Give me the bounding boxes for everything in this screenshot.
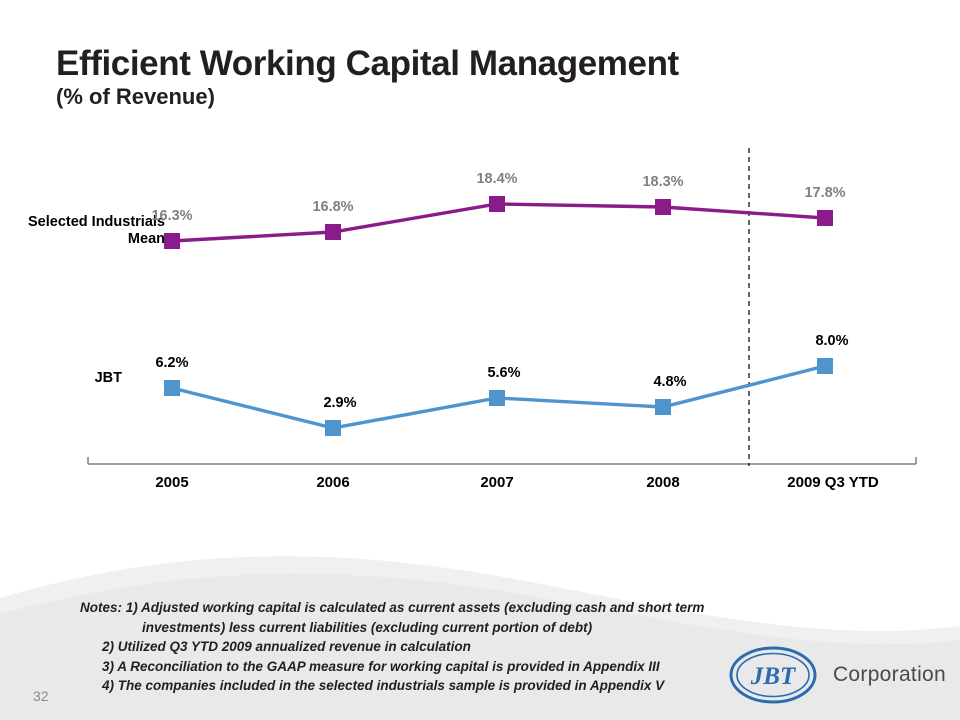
series-marker-jbt-2005 — [164, 380, 180, 396]
note-line-2: investments) less current liabilities (excluding current portion of debt) — [142, 619, 593, 635]
data-label-mean-2009: 17.8% — [804, 185, 846, 201]
jbt-logo-mark-icon — [729, 644, 825, 706]
series-label-selected-industrials-mean — [0, 214, 165, 247]
series-marker-jbt-2007 — [489, 390, 505, 406]
data-label-jbt-2008: 4.8% — [653, 374, 687, 390]
title-block — [56, 46, 876, 108]
page-subtitle: (% of Revenue) — [56, 83, 215, 109]
series-label-text-jbt: JBT — [94, 370, 122, 386]
jbt-logo-wordmark: Corporation — [832, 663, 946, 686]
series-marker-mean-2008 — [655, 199, 671, 215]
series-label-jbt — [0, 370, 122, 387]
series-marker-mean-2007 — [489, 196, 505, 212]
series-marker-mean-2009 — [817, 210, 833, 226]
data-label-mean-2006: 16.8% — [312, 199, 354, 215]
x-tick-2005: 2005 — [155, 474, 189, 491]
jbt-logo — [729, 644, 946, 706]
data-label-mean-2007: 18.4% — [476, 171, 518, 187]
data-label-mean-2005: 16.3% — [151, 208, 193, 224]
note-line-4: 3) A Reconciliation to the GAAP measure for working capital is provided in Appendix III — [102, 658, 660, 674]
series-marker-jbt-2008 — [655, 399, 671, 415]
x-tick-2009-q3-ytd: 2009 Q3 YTD — [787, 474, 879, 491]
note-line-3: 2) Utilized Q3 YTD 2009 annualized revenue in calculation — [102, 639, 471, 655]
x-tick-2006: 2006 — [316, 474, 350, 491]
x-tick-2007: 2007 — [480, 474, 514, 491]
series-label-text-mean: Selected Industrials Mean — [28, 214, 165, 247]
series-marker-jbt-2006 — [325, 420, 341, 436]
notes-block — [80, 598, 780, 696]
note-line-5: 4) The companies included in the selected industrials sample is provided in Appendix V — [102, 678, 665, 694]
note-line-1: Notes: 1) Adjusted working capital is calculated as current assets (excluding cash and short term — [80, 600, 705, 615]
series-marker-mean-2005 — [164, 233, 180, 249]
page-number: 32 — [33, 688, 49, 704]
page-title: Efficient Working Capital Management — [56, 44, 679, 83]
data-label-jbt-2007: 5.6% — [487, 365, 521, 381]
jbt-logo-mark-text: JBT — [750, 663, 796, 690]
chart — [0, 130, 960, 520]
series-marker-jbt-2009 — [817, 358, 833, 374]
data-label-jbt-2005: 6.2% — [155, 355, 189, 371]
data-label-mean-2008: 18.3% — [642, 174, 684, 190]
data-label-jbt-2009: 8.0% — [815, 333, 849, 349]
data-label-jbt-2006: 2.9% — [323, 395, 357, 411]
series-marker-mean-2006 — [325, 224, 341, 240]
x-tick-2008: 2008 — [646, 474, 680, 491]
